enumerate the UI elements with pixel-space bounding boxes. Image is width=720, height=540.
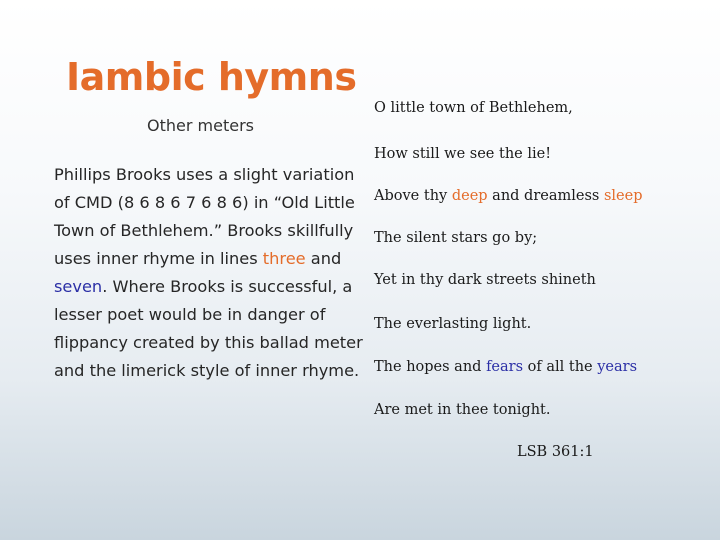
commentary-paragraph [54,161,364,385]
rhyme-fears: fears [486,359,524,375]
hymn-line-7-text-1: The hopes and [374,359,487,375]
page-subtitle: Other meters [147,116,254,135]
hymn-citation: LSB 361:1 [517,444,594,460]
hymn-line-5: Yet in thy dark streets shineth [374,272,596,288]
highlight-seven: seven [54,277,103,296]
hymn-line-3-text-1: Above thy [374,188,452,204]
rhyme-years: years [597,359,638,375]
hymn-line-2: How still we see the lie! [374,146,552,162]
page-title: Iambic hymns [66,55,357,99]
hymn-line-8: Are met in thee tonight. [374,402,551,418]
hymn-line-4: The silent stars go by; [374,230,538,246]
hymn-line-7 [374,359,637,375]
rhyme-sleep: sleep [603,188,643,204]
rhyme-deep: deep [451,188,488,204]
commentary-text-1: Phillips Brooks uses a slight variation of CMD (8 6 8 6 7 6 8 6) in “Old Little Town of Bethlehem.” Brooks skillfully uses inner rhyme in lines [54,165,355,268]
commentary-text-2: and [305,249,342,268]
hymn-line-3-text-2: and dreamless [487,188,604,204]
hymn-line-3 [374,188,643,204]
hymn-line-1: O little town of Bethlehem, [374,100,573,116]
hymn-line-6: The everlasting light. [374,316,532,332]
highlight-three: three [262,249,306,268]
hymn-line-7-text-2: of all the [523,359,598,375]
commentary-text-3: . Where Brooks is successful, a lesser poet would be in danger of flippancy created by this ballad meter and the limerick style of inner rhyme. [54,277,363,380]
